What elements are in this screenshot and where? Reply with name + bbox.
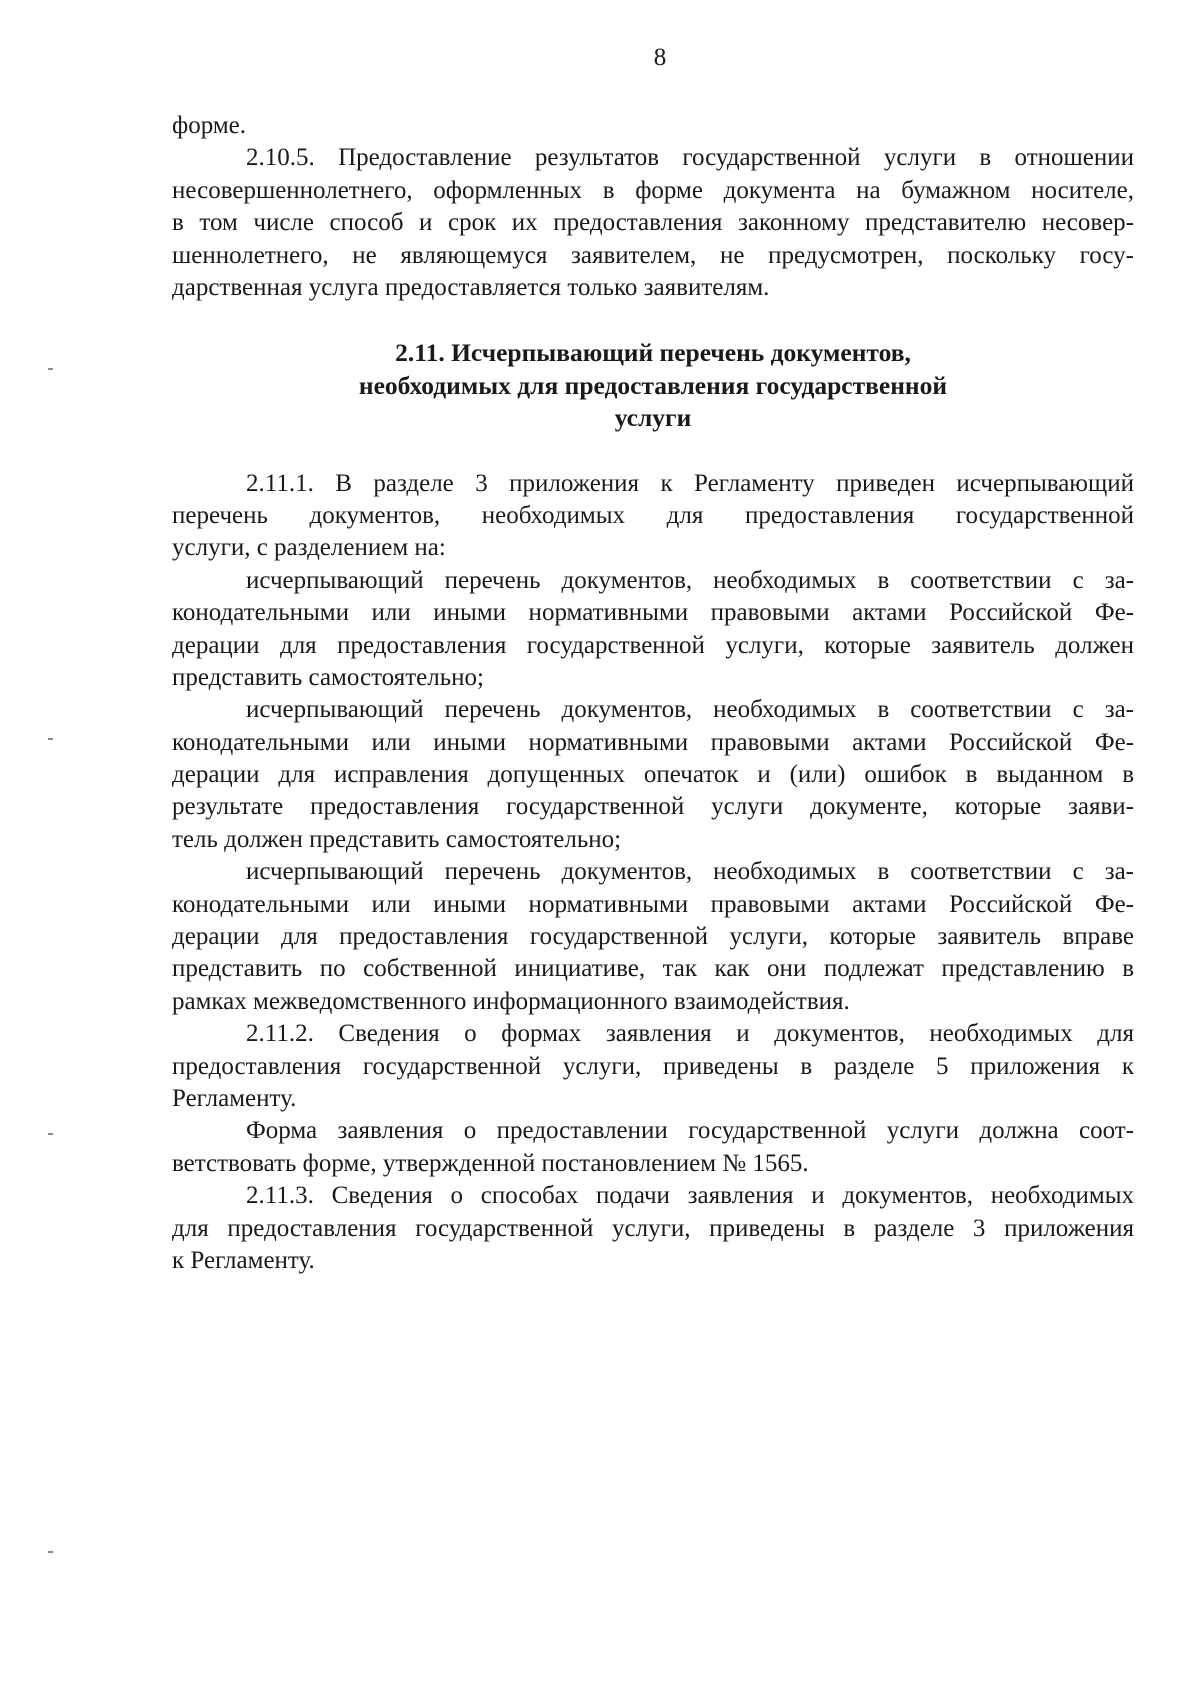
section-heading [172, 337, 1134, 434]
text-line: предоставления государственной услуги, приведены в разделе 5 приложения к [172, 1052, 1134, 1080]
text-line: Форма заявления о предоставлении государственной услуги должна соот- [246, 1117, 1134, 1145]
text-line: представить по собственной инициативе, так как они подлежат представлению в [172, 955, 1134, 983]
text-line: 2.11.3. Сведения о способах подачи заявления и документов, необходимых [246, 1182, 1134, 1210]
document-body [172, 110, 1134, 1277]
scan-edge-mark [48, 1133, 53, 1135]
text-line: исчерпывающий перечень документов, необходимых в соответствии с за- [246, 696, 1134, 724]
paragraph-2-10-5 [172, 110, 1134, 304]
heading-line: 2.11. Исчерпывающий перечень документов, [395, 338, 911, 368]
heading-line: необходимых для предоставления государственной [358, 370, 948, 400]
text-line: форме. [172, 112, 246, 139]
text-line: конодательными или иными нормативными правовыми актами Российской Фе- [172, 728, 1134, 756]
text-line: исчерпывающий перечень документов, необходимых в соответствии с за- [246, 566, 1134, 594]
text-line: дерации для предоставления государственной услуги, которые заявитель должен [172, 631, 1134, 659]
text-line: результате предоставления государственной услуги документе, которые заяви- [172, 793, 1134, 821]
text-line: конодательными или иными нормативными правовыми актами Российской Фе- [172, 890, 1134, 918]
text-line: в том числе способ и срок их предоставления законному представителю несовер- [172, 209, 1134, 237]
text-line: рамках межведомственного информационного взаимодействия. [172, 987, 850, 1015]
text-line: 2.11.1. В разделе 3 приложения к Регламенту приведен исчерпывающий [246, 469, 1134, 497]
text-line: ветствовать форме, утвержденной постановлением № 1565. [172, 1149, 809, 1177]
text-line: дерации для исправления допущенных опечаток и (или) ошибок в выданном в [172, 761, 1134, 789]
text-line: представить самостоятельно; [172, 663, 484, 691]
text-line: несовершеннолетнего, оформленных в форме документа на бумажном носителе, [172, 176, 1134, 204]
scan-edge-mark [48, 368, 53, 370]
text-line: исчерпывающий перечень документов, необходимых в соответствии с за- [246, 858, 1134, 886]
page-number: 8 [653, 44, 667, 71]
text-line: дерации для предоставления государственной услуги, которые заявитель вправе [172, 923, 1134, 951]
paragraph-2-11 [172, 468, 1134, 1278]
text-line: к Регламенту. [172, 1246, 315, 1274]
text-line: дарственная услуга предоставляется только заявителям. [172, 273, 770, 301]
text-line: шеннолетнего, не являющемуся заявителем, не предусмотрен, поскольку госу- [172, 241, 1134, 269]
scan-edge-mark [48, 1551, 53, 1553]
text-line: тель должен представить самостоятельно; [172, 825, 622, 853]
text-line: 2.11.2. Сведения о формах заявления и документов, необходимых для [246, 1020, 1134, 1048]
text-line: перечень документов, необходимых для предоставления государственной [172, 501, 1134, 529]
scan-edge-mark [48, 738, 53, 740]
heading-line: услуги [614, 403, 692, 433]
text-line: Регламенту. [172, 1084, 297, 1112]
text-line: 2.10.5. Предоставление результатов государственной услуги в отношении [246, 144, 1134, 172]
text-line: для предоставления государственной услуги, приведены в разделе 3 приложения [172, 1214, 1134, 1242]
text-line: услуги, с разделением на: [172, 534, 446, 562]
text-line: конодательными или иными нормативными правовыми актами Российской Фе- [172, 599, 1134, 627]
